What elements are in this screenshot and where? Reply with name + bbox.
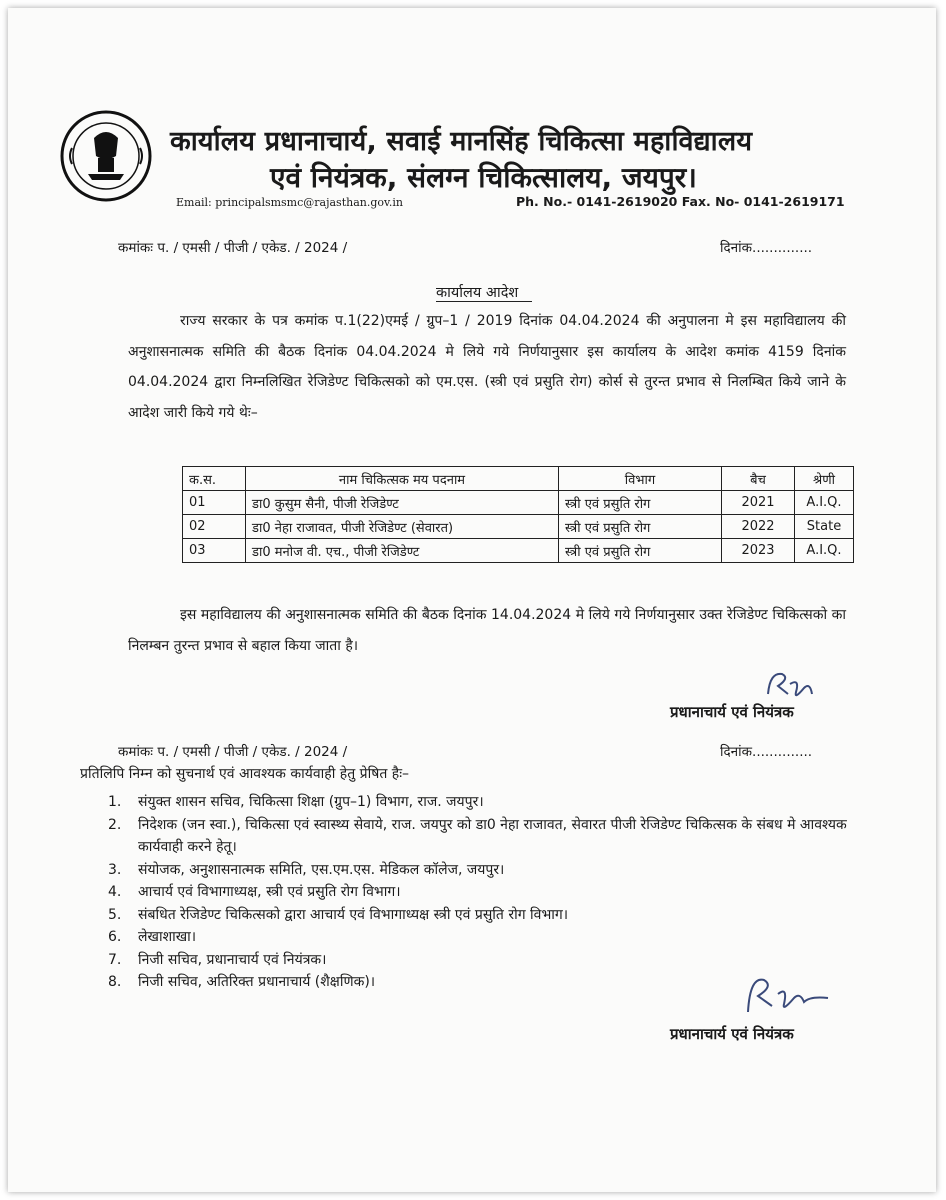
table-row: [183, 539, 854, 563]
cell-serial: 03: [183, 539, 246, 563]
list-item: [108, 881, 868, 904]
cell-serial: 01: [183, 491, 246, 515]
cell-serial: 02: [183, 515, 246, 539]
list-item-text: लेखाशाखा।: [138, 929, 197, 945]
office-title-line1: कार्यालय प्रधानाचार्य, सवाई मानसिंह चिकित्सा महाविद्यालय: [170, 126, 753, 157]
office-email: Email: principalsmsmc@rajasthan.gov.in: [176, 196, 404, 209]
list-item-text: संबधित रेजिडेण्ट चिकित्सको द्वारा आचार्य एवं विभागाध्यक्ष स्त्री एवं प्रसुति रोग विभाग।: [138, 906, 569, 923]
copy-intro: प्रतिलिपि निम्न को सुचनार्थ एवं आवश्यक कार्यवाही हेतु प्रेषित हैः–: [80, 766, 410, 782]
list-item: [108, 926, 868, 949]
signature-mark-1: [760, 664, 820, 704]
list-item-number: 7.: [108, 951, 122, 968]
list-item-number: 8.: [108, 974, 122, 990]
cell-name: डा0 मनोज वी. एच., पीजी रेजिडेण्ट: [246, 539, 559, 563]
col-category: श्रेणी: [795, 467, 854, 491]
signature-mark-2: [738, 970, 838, 1020]
order-paragraph-1: राज्य सरकार के पत्र कमांक प.1(22)एमई / ग्रुप–1 / 2019 दिनांक 04.04.2024 की अनुपालना मे इस महाविद्यालय की अनुशासनात्मक समिति की बैठक दिनांक 04.04.2024 मे लिये गये निर्णयानुसार इस कार्यालय के आदेश कमांक 4159 दिनांक 04.04.2024 द्वारा निम्नलिखित रेजिडेण्ट चिकित्सको को एम.एस. (स्त्री एवं प्रसुति रोग) कोर्स से तुरन्त प्रभाव से निलम्बित किये जाने के आदेश जारी किये गये थेः–: [128, 313, 846, 421]
list-item-text: संयोजक, अनुशासनात्मक समिति, एस.एम.एस. मेडिकल कॉलेज, जयपुर।: [138, 861, 505, 878]
document-page: [8, 8, 936, 1192]
list-item-text: संयुक्त शासन सचिव, चिकित्सा शिक्षा (ग्रुप–1) विभाग, राज. जयपुर।: [138, 794, 484, 810]
cell-name: डा0 कुसुम सैनी, पीजी रेजिडेण्ट: [246, 491, 559, 515]
list-item-number: 6.: [108, 929, 122, 945]
copy-recipient-list: [108, 791, 868, 994]
list-item: [108, 814, 868, 859]
list-item-text: निदेशक (जन स्वा.), चिकित्सा एवं स्वास्थ्य सेवाये, राज. जयपुर को डा0 नेहा राजावत, सेवारत पीजी रेजिडेण्ट चिकित्सक के संबध मे आवश्यक कार्यवाही करने हेतू।: [138, 816, 847, 855]
list-item-number: 4.: [108, 884, 122, 900]
cell-batch: 2021: [722, 491, 795, 515]
col-batch: बैच: [722, 467, 795, 491]
cell-category: A.I.Q.: [795, 491, 854, 515]
cell-batch: 2023: [722, 539, 795, 563]
list-item: [108, 904, 868, 927]
reference-date-2: दिनांक..............: [720, 744, 813, 760]
list-item-number: 5.: [108, 906, 122, 923]
cell-batch: 2022: [722, 515, 795, 539]
title-underline: [436, 301, 532, 302]
list-item-text: निजी सचिव, प्रधानाचार्य एवं नियंत्रक।: [138, 951, 327, 968]
order-paragraph-2: इस महाविद्यालय की अनुशासनात्मक समिति की बैठक दिनांक 14.04.2024 मे लिये गये निर्णयानुसार उक्त रेजिडेण्ट चिकित्सको का निलम्बन तुरन्त प्रभाव से बहाल किया जाता है।: [128, 607, 846, 654]
list-item: [108, 859, 868, 882]
reference-number-2: कमांकः प. / एमसी / पीजी / एकेड. / 2024 /: [118, 744, 348, 760]
signatory-title-1: प्रधानाचार्य एवं नियंत्रक: [670, 703, 794, 721]
office-phone-fax: Ph. No.- 0141-2619020 Fax. No- 0141-2619171: [516, 194, 845, 209]
col-serial: क.स.: [183, 467, 246, 491]
cell-category: A.I.Q.: [795, 539, 854, 563]
list-item-text: निजी सचिव, अतिरिक्त प्रधानाचार्य (शैक्षणिक)।: [138, 974, 376, 990]
cell-name: डा0 नेहा राजावत, पीजी रेजिडेण्ट (सेवारत): [246, 515, 559, 539]
cell-department: स्त्री एवं प्रसुति रोग: [559, 515, 722, 539]
order-title: कार्यालय आदेश: [436, 285, 519, 301]
cell-category: State: [795, 515, 854, 539]
signatory-title-2: प्रधानाचार्य एवं नियंत्रक: [670, 1025, 794, 1043]
list-item-number: 1.: [108, 794, 122, 810]
table-row: [183, 491, 854, 515]
list-item-text: आचार्य एवं विभागाध्यक्ष, स्त्री एवं प्रसुति रोग विभाग।: [138, 884, 401, 900]
office-title-line2: एवं नियंत्रक, संलग्न चिकित्सालय, जयपुर।: [270, 161, 697, 194]
reference-number: कमांकः प. / एमसी / पीजी / एकेड. / 2024 /: [118, 240, 348, 256]
col-department: विभाग: [559, 467, 722, 491]
college-emblem-icon: [58, 108, 154, 204]
list-item-number: 2.: [108, 816, 122, 833]
cell-department: स्त्री एवं प्रसुति रोग: [559, 539, 722, 563]
table-header-row: [183, 467, 854, 491]
reference-date: दिनांक..............: [720, 240, 813, 256]
list-item: [108, 791, 868, 814]
table-row: [183, 515, 854, 539]
cell-department: स्त्री एवं प्रसुति रोग: [559, 491, 722, 515]
list-item: [108, 949, 868, 972]
col-name: नाम चिकित्सक मय पदनाम: [246, 467, 559, 491]
resident-table: [182, 466, 854, 563]
list-item-number: 3.: [108, 861, 122, 878]
